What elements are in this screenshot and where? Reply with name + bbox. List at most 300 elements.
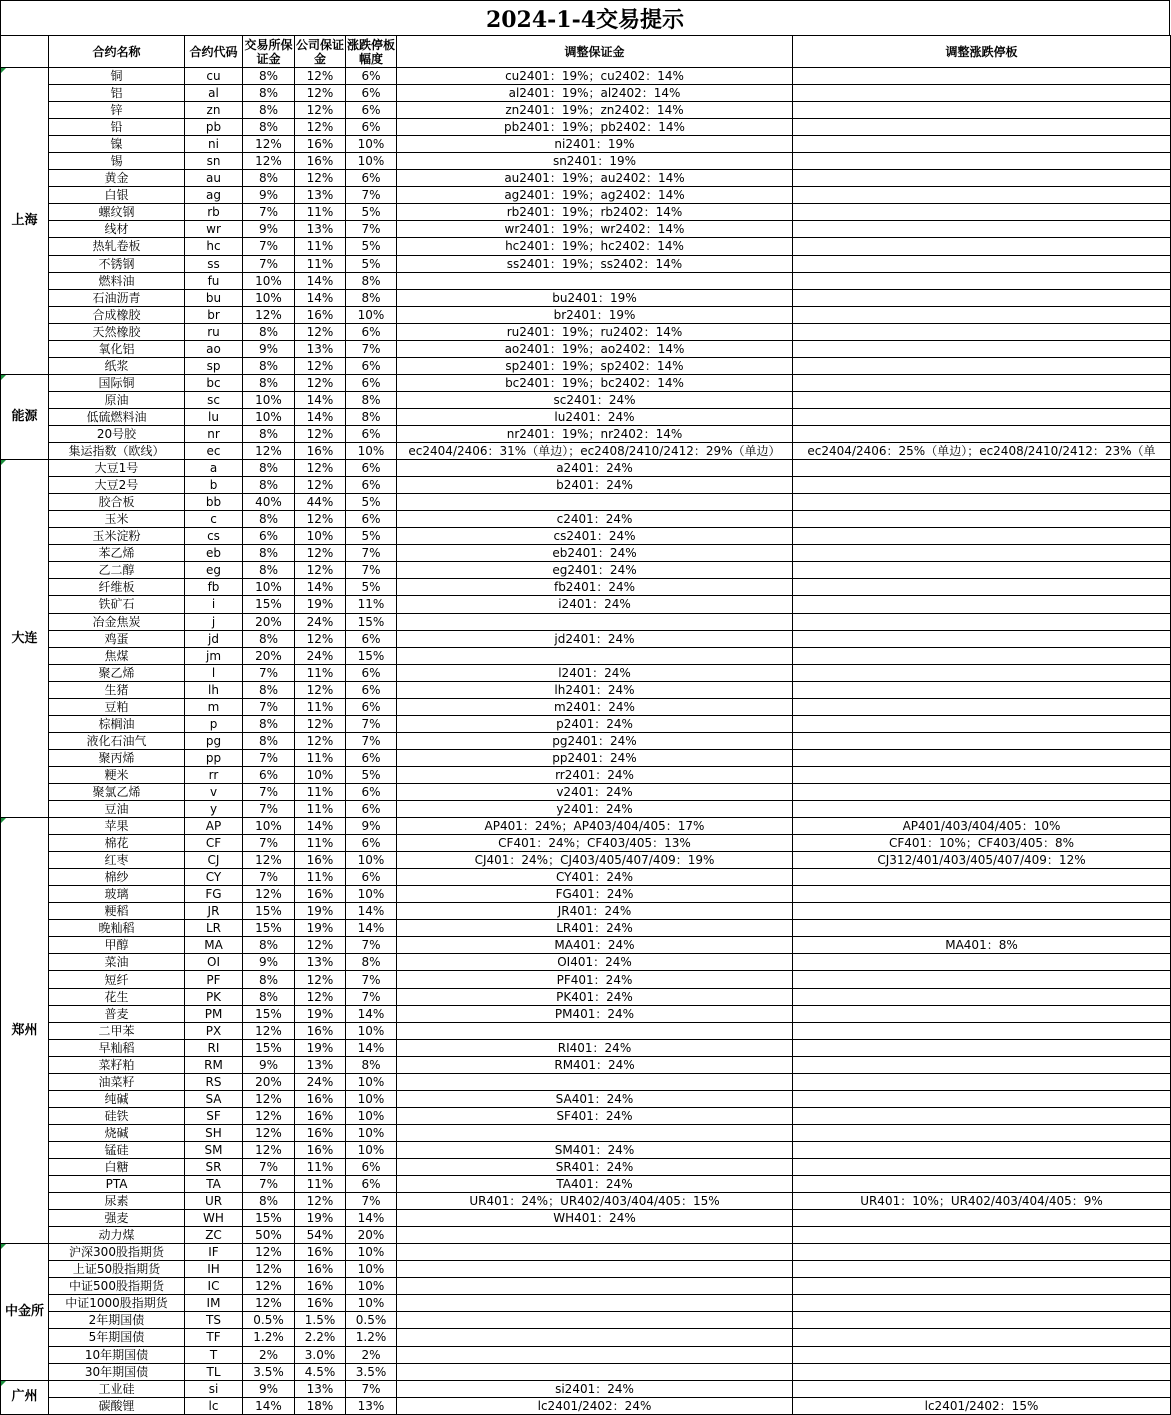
cell-marker-icon (1, 68, 6, 73)
exchange-margin-cell: 12% (243, 852, 295, 869)
contract-code-cell: CF (185, 835, 243, 852)
adjusted-margin-cell: CJ401：24%；CJ403/405/407/409：19% (397, 852, 793, 869)
company-margin-cell: 12% (295, 732, 346, 749)
adjusted-limit-cell (793, 340, 1171, 357)
adjusted-margin-cell (397, 1312, 793, 1329)
contract-code-cell: jm (185, 647, 243, 664)
header-exchange-margin: 交易所保证金 (244, 37, 293, 66)
contract-code-cell: RM (185, 1056, 243, 1073)
exchange-margin-cell: 3.5% (243, 1363, 295, 1380)
table-row (1, 306, 1171, 323)
exchange-margin-cell: 8% (243, 511, 295, 528)
price-limit-cell: 6% (346, 374, 397, 391)
contract-code-cell: IF (185, 1244, 243, 1261)
price-limit-cell: 8% (346, 391, 397, 408)
adjusted-limit-cell (793, 528, 1171, 545)
company-margin-cell: 16% (295, 1022, 346, 1039)
exchange-margin-cell: 9% (243, 1380, 295, 1397)
exchange-margin-cell: 8% (243, 971, 295, 988)
exchange-margin-cell: 12% (243, 1141, 295, 1158)
exchange-margin-cell: 15% (243, 1210, 295, 1227)
table-row (1, 1107, 1171, 1124)
contract-code-cell: fb (185, 579, 243, 596)
price-limit-cell: 10% (346, 1107, 397, 1124)
contract-code-cell: y (185, 801, 243, 818)
price-limit-cell: 9% (346, 818, 397, 835)
adjusted-limit-cell (793, 545, 1171, 562)
price-limit-cell: 14% (346, 1210, 397, 1227)
exchange-margin-cell: 15% (243, 903, 295, 920)
company-margin-cell: 11% (295, 869, 346, 886)
contract-name-cell: 白银 (49, 187, 185, 204)
adjusted-limit-cell (793, 732, 1171, 749)
contract-name-cell: 纤维板 (49, 579, 185, 596)
adjusted-margin-cell: RM401：24% (397, 1056, 793, 1073)
exchange-margin-cell: 12% (243, 1022, 295, 1039)
exchange-margin-cell: 8% (243, 937, 295, 954)
price-limit-cell: 1.2% (346, 1329, 397, 1346)
price-limit-cell: 6% (346, 102, 397, 119)
adjusted-limit-cell (793, 255, 1171, 272)
contract-code-cell: SR (185, 1159, 243, 1176)
price-limit-cell: 10% (346, 852, 397, 869)
table-row (1, 1141, 1171, 1158)
company-margin-cell: 3.0% (295, 1346, 346, 1363)
price-limit-cell: 14% (346, 1005, 397, 1022)
price-limit-cell: 10% (346, 1022, 397, 1039)
adjusted-limit-cell (793, 1363, 1171, 1380)
exchange-margin-cell: 7% (243, 1159, 295, 1176)
price-limit-cell: 10% (346, 1124, 397, 1141)
contract-code-cell: CJ (185, 852, 243, 869)
contract-name-cell: 碳酸锂 (49, 1397, 185, 1414)
contract-code-cell: pg (185, 732, 243, 749)
contract-code-cell: IM (185, 1295, 243, 1312)
adjusted-limit-cell (793, 903, 1171, 920)
contract-name-cell: 锡 (49, 153, 185, 170)
exchange-margin-cell: 7% (243, 238, 295, 255)
exchange-margin-cell: 8% (243, 85, 295, 102)
exchange-margin-cell: 10% (243, 818, 295, 835)
exchange-margin-cell: 8% (243, 1193, 295, 1210)
price-limit-cell: 10% (346, 1073, 397, 1090)
exchange-name: 中金所 (4, 1303, 44, 1319)
contract-name-cell: 花生 (49, 988, 185, 1005)
contract-code-cell: wr (185, 221, 243, 238)
exchange-margin-cell: 10% (243, 391, 295, 408)
table-row (1, 1039, 1171, 1056)
adjusted-margin-cell: m2401：24% (397, 698, 793, 715)
contract-name-cell: 胶合板 (49, 494, 185, 511)
exchange-margin-cell: 9% (243, 954, 295, 971)
adjusted-margin-cell: bu2401：19% (397, 289, 793, 306)
company-margin-cell: 13% (295, 221, 346, 238)
company-margin-cell: 14% (295, 289, 346, 306)
price-limit-cell: 6% (346, 357, 397, 374)
exchange-group-cell (1, 68, 49, 375)
price-limit-cell: 14% (346, 903, 397, 920)
table-row (1, 971, 1171, 988)
adjusted-limit-cell (793, 1159, 1171, 1176)
contract-name-cell: 棉花 (49, 835, 185, 852)
contract-code-cell: JR (185, 903, 243, 920)
table-row (1, 1397, 1171, 1414)
exchange-margin-cell: 12% (243, 1107, 295, 1124)
company-margin-cell: 12% (295, 477, 346, 494)
exchange-margin-cell: 12% (243, 1124, 295, 1141)
exchange-margin-cell: 7% (243, 698, 295, 715)
table-row (1, 136, 1171, 153)
contract-code-cell: TS (185, 1312, 243, 1329)
adjusted-margin-cell: pg2401：24% (397, 732, 793, 749)
exchange-margin-cell: 7% (243, 835, 295, 852)
price-limit-cell: 6% (346, 664, 397, 681)
exchange-name: 上海 (11, 212, 38, 228)
table-row (1, 1380, 1171, 1397)
exchange-group-cell (1, 1380, 49, 1414)
company-margin-cell: 12% (295, 1193, 346, 1210)
adjusted-limit-cell (793, 1312, 1171, 1329)
company-margin-cell: 13% (295, 1380, 346, 1397)
sheet-title: 2024-1-4交易提示 (0, 0, 1170, 35)
exchange-margin-cell: 12% (243, 306, 295, 323)
contract-name-cell: 白糖 (49, 1159, 185, 1176)
company-margin-cell: 4.5% (295, 1363, 346, 1380)
company-margin-cell: 11% (295, 238, 346, 255)
contract-name-cell: 黄金 (49, 170, 185, 187)
company-margin-cell: 19% (295, 920, 346, 937)
price-limit-cell: 14% (346, 1039, 397, 1056)
adjusted-margin-cell: al2401：19%；al2402：14% (397, 85, 793, 102)
table-row (1, 119, 1171, 136)
contract-name-cell: 鸡蛋 (49, 630, 185, 647)
price-limit-cell: 10% (346, 1261, 397, 1278)
adjusted-limit-cell (793, 357, 1171, 374)
price-limit-cell: 5% (346, 255, 397, 272)
table-row (1, 1363, 1171, 1380)
price-limit-cell: 6% (346, 630, 397, 647)
exchange-margin-cell: 12% (243, 1261, 295, 1278)
adjusted-margin-cell: AP401：24%；AP403/404/405：17% (397, 818, 793, 835)
contract-name-cell: 菜籽粕 (49, 1056, 185, 1073)
trading-notice-table (0, 35, 1171, 1415)
company-margin-cell: 11% (295, 255, 346, 272)
company-margin-cell: 12% (295, 971, 346, 988)
contract-name-cell: 硅铁 (49, 1107, 185, 1124)
contract-name-cell: 粳米 (49, 766, 185, 783)
price-limit-cell: 6% (346, 869, 397, 886)
contract-code-cell: rb (185, 204, 243, 221)
exchange-margin-cell: 2% (243, 1346, 295, 1363)
table-row (1, 204, 1171, 221)
contract-name-cell: 大豆2号 (49, 477, 185, 494)
price-limit-cell: 8% (346, 1056, 397, 1073)
company-margin-cell: 11% (295, 801, 346, 818)
price-limit-cell: 0.5% (346, 1312, 397, 1329)
exchange-margin-cell: 12% (243, 886, 295, 903)
company-margin-cell: 12% (295, 988, 346, 1005)
adjusted-limit-cell (793, 1380, 1171, 1397)
adjusted-limit-cell (793, 1039, 1171, 1056)
company-margin-cell: 44% (295, 494, 346, 511)
contract-code-cell: IH (185, 1261, 243, 1278)
company-margin-cell: 19% (295, 596, 346, 613)
company-margin-cell: 12% (295, 715, 346, 732)
exchange-margin-cell: 15% (243, 1005, 295, 1022)
adjusted-limit-cell (793, 85, 1171, 102)
contract-code-cell: FG (185, 886, 243, 903)
contract-code-cell: IC (185, 1278, 243, 1295)
adjusted-limit-cell (793, 306, 1171, 323)
exchange-name: 大连 (11, 630, 38, 646)
table-row (1, 579, 1171, 596)
exchange-margin-cell: 10% (243, 408, 295, 425)
adjusted-margin-cell: zn2401：19%；zn2402：14% (397, 102, 793, 119)
table-row (1, 289, 1171, 306)
exchange-margin-cell: 12% (243, 1090, 295, 1107)
adjusted-limit-cell (793, 136, 1171, 153)
contract-name-cell: 早籼稻 (49, 1039, 185, 1056)
exchange-margin-cell: 9% (243, 340, 295, 357)
contract-name-cell: 纯碱 (49, 1090, 185, 1107)
company-margin-cell: 54% (295, 1227, 346, 1244)
price-limit-cell: 7% (346, 1193, 397, 1210)
table-row (1, 1346, 1171, 1363)
contract-code-cell: rr (185, 766, 243, 783)
cell-marker-icon (1, 1244, 6, 1249)
company-margin-cell: 11% (295, 749, 346, 766)
price-limit-cell: 6% (346, 68, 397, 85)
table-row (1, 357, 1171, 374)
adjusted-limit-cell (793, 1210, 1171, 1227)
adjusted-margin-cell: rr2401：24% (397, 766, 793, 783)
adjusted-margin-cell: bc2401：19%；bc2402：14% (397, 374, 793, 391)
company-margin-cell: 14% (295, 391, 346, 408)
exchange-margin-cell: 12% (243, 1244, 295, 1261)
adjusted-margin-cell: lc2401/2402：24% (397, 1397, 793, 1414)
adjusted-limit-cell (793, 1124, 1171, 1141)
contract-code-cell: RI (185, 1039, 243, 1056)
price-limit-cell: 6% (346, 801, 397, 818)
contract-name-cell: 铁矿石 (49, 596, 185, 613)
table-row (1, 835, 1171, 852)
adjusted-margin-cell: cs2401：24% (397, 528, 793, 545)
header-contract-code: 合约代码 (185, 36, 243, 68)
adjusted-margin-cell: wr2401：19%；wr2402：14% (397, 221, 793, 238)
contract-name-cell: 苹果 (49, 818, 185, 835)
adjusted-limit-cell (793, 1329, 1171, 1346)
price-limit-cell: 6% (346, 477, 397, 494)
company-margin-cell: 16% (295, 153, 346, 170)
company-margin-cell: 13% (295, 187, 346, 204)
company-margin-cell: 16% (295, 886, 346, 903)
company-margin-cell: 12% (295, 102, 346, 119)
adjusted-limit-cell (793, 801, 1171, 818)
company-margin-cell: 16% (295, 852, 346, 869)
contract-code-cell: WH (185, 1210, 243, 1227)
contract-code-cell: fu (185, 272, 243, 289)
contract-code-cell: PF (185, 971, 243, 988)
adjusted-limit-cell (793, 971, 1171, 988)
contract-code-cell: SF (185, 1107, 243, 1124)
price-limit-cell: 7% (346, 732, 397, 749)
contract-code-cell: T (185, 1346, 243, 1363)
contract-code-cell: p (185, 715, 243, 732)
exchange-margin-cell: 8% (243, 732, 295, 749)
company-margin-cell: 19% (295, 903, 346, 920)
header-price-limit: 涨跌停板幅度 (346, 37, 395, 66)
cell-marker-icon (1, 818, 6, 823)
adjusted-limit-cell (793, 204, 1171, 221)
adjusted-margin-cell: b2401：24% (397, 477, 793, 494)
exchange-margin-cell: 7% (243, 664, 295, 681)
price-limit-cell: 8% (346, 408, 397, 425)
company-margin-cell: 10% (295, 528, 346, 545)
exchange-group-cell (1, 460, 49, 818)
company-margin-cell: 16% (295, 1090, 346, 1107)
table-row (1, 1090, 1171, 1107)
contract-name-cell: 沪深300股指期货 (49, 1244, 185, 1261)
price-limit-cell: 6% (346, 698, 397, 715)
adjusted-limit-cell (793, 749, 1171, 766)
table-row (1, 766, 1171, 783)
price-limit-cell: 7% (346, 1380, 397, 1397)
adjusted-margin-cell: WH401：24% (397, 1210, 793, 1227)
table-row (1, 1244, 1171, 1261)
contract-name-cell: 聚丙烯 (49, 749, 185, 766)
table-row (1, 1295, 1171, 1312)
price-limit-cell: 10% (346, 306, 397, 323)
table-row (1, 221, 1171, 238)
table-row (1, 801, 1171, 818)
exchange-margin-cell: 8% (243, 68, 295, 85)
table-row (1, 511, 1171, 528)
exchange-margin-cell: 8% (243, 323, 295, 340)
table-row (1, 988, 1171, 1005)
table-row (1, 1124, 1171, 1141)
adjusted-limit-cell (793, 460, 1171, 477)
adjusted-margin-cell (397, 1022, 793, 1039)
contract-code-cell: al (185, 85, 243, 102)
table-row (1, 715, 1171, 732)
table-row (1, 102, 1171, 119)
exchange-margin-cell: 0.5% (243, 1312, 295, 1329)
adjusted-margin-cell: au2401：19%；au2402：14% (397, 170, 793, 187)
exchange-margin-cell: 8% (243, 477, 295, 494)
adjusted-margin-cell: a2401：24% (397, 460, 793, 477)
table-row (1, 85, 1171, 102)
contract-name-cell: 铝 (49, 85, 185, 102)
contract-code-cell: RS (185, 1073, 243, 1090)
price-limit-cell: 6% (346, 681, 397, 698)
price-limit-cell: 15% (346, 613, 397, 630)
exchange-margin-cell: 20% (243, 613, 295, 630)
header-adjusted-limit: 调整涨跌停板 (793, 36, 1171, 68)
price-limit-cell: 8% (346, 272, 397, 289)
adjusted-limit-cell (793, 954, 1171, 971)
adjusted-margin-cell: rb2401：19%；rb2402：14% (397, 204, 793, 221)
table-row (1, 528, 1171, 545)
adjusted-limit-cell (793, 477, 1171, 494)
adjusted-margin-cell: UR401：24%；UR402/403/404/405：15% (397, 1193, 793, 1210)
contract-name-cell: 大豆1号 (49, 460, 185, 477)
adjusted-limit-cell (793, 68, 1171, 85)
adjusted-limit-cell: AP401/403/404/405：10% (793, 818, 1171, 835)
table-row (1, 1312, 1171, 1329)
adjusted-limit-cell: MA401：8% (793, 937, 1171, 954)
exchange-margin-cell: 10% (243, 272, 295, 289)
table-row (1, 954, 1171, 971)
table-row (1, 903, 1171, 920)
adjusted-margin-cell: br2401：19% (397, 306, 793, 323)
price-limit-cell: 10% (346, 153, 397, 170)
contract-code-cell: TL (185, 1363, 243, 1380)
company-margin-cell: 13% (295, 954, 346, 971)
table-row (1, 323, 1171, 340)
contract-code-cell: AP (185, 818, 243, 835)
contract-code-cell: sp (185, 357, 243, 374)
price-limit-cell: 6% (346, 511, 397, 528)
adjusted-margin-cell: PF401：24% (397, 971, 793, 988)
adjusted-margin-cell: SF401：24% (397, 1107, 793, 1124)
exchange-group-cell (1, 1244, 49, 1380)
adjusted-limit-cell: CF401：10%；CF403/405：8% (793, 835, 1171, 852)
company-margin-cell: 16% (295, 1141, 346, 1158)
contract-name-cell: 普麦 (49, 1005, 185, 1022)
exchange-margin-cell: 8% (243, 562, 295, 579)
contract-code-cell: lu (185, 408, 243, 425)
contract-code-cell: l (185, 664, 243, 681)
contract-name-cell: 30年期国债 (49, 1363, 185, 1380)
contract-name-cell: 动力煤 (49, 1227, 185, 1244)
adjusted-margin-cell: jd2401：24% (397, 630, 793, 647)
contract-name-cell: 纸浆 (49, 357, 185, 374)
table-row (1, 425, 1171, 442)
exchange-margin-cell: 8% (243, 545, 295, 562)
price-limit-cell: 6% (346, 783, 397, 800)
price-limit-cell: 6% (346, 1176, 397, 1193)
contract-code-cell: ss (185, 255, 243, 272)
price-limit-cell: 10% (346, 1278, 397, 1295)
price-limit-cell: 6% (346, 119, 397, 136)
exchange-margin-cell: 20% (243, 1073, 295, 1090)
exchange-margin-cell: 8% (243, 357, 295, 374)
table-row (1, 494, 1171, 511)
table-row (1, 153, 1171, 170)
adjusted-limit-cell (793, 613, 1171, 630)
contract-code-cell: b (185, 477, 243, 494)
company-margin-cell: 14% (295, 818, 346, 835)
table-row (1, 613, 1171, 630)
contract-name-cell: 生猪 (49, 681, 185, 698)
contract-name-cell: 铜 (49, 68, 185, 85)
exchange-margin-cell: 10% (243, 579, 295, 596)
contract-name-cell: 玉米淀粉 (49, 528, 185, 545)
contract-code-cell: ec (185, 443, 243, 460)
adjusted-limit-cell (793, 783, 1171, 800)
adjusted-limit-cell: ec2404/2406：25%（单边）；ec2408/2410/2412：23%（单 (793, 443, 1171, 460)
table-row (1, 630, 1171, 647)
table-row (1, 170, 1171, 187)
price-limit-cell: 5% (346, 204, 397, 221)
adjusted-margin-cell: SR401：24% (397, 1159, 793, 1176)
table-row (1, 783, 1171, 800)
adjusted-margin-cell: JR401：24% (397, 903, 793, 920)
price-limit-cell: 13% (346, 1397, 397, 1414)
company-margin-cell: 12% (295, 545, 346, 562)
exchange-margin-cell: 8% (243, 119, 295, 136)
contract-code-cell: MA (185, 937, 243, 954)
